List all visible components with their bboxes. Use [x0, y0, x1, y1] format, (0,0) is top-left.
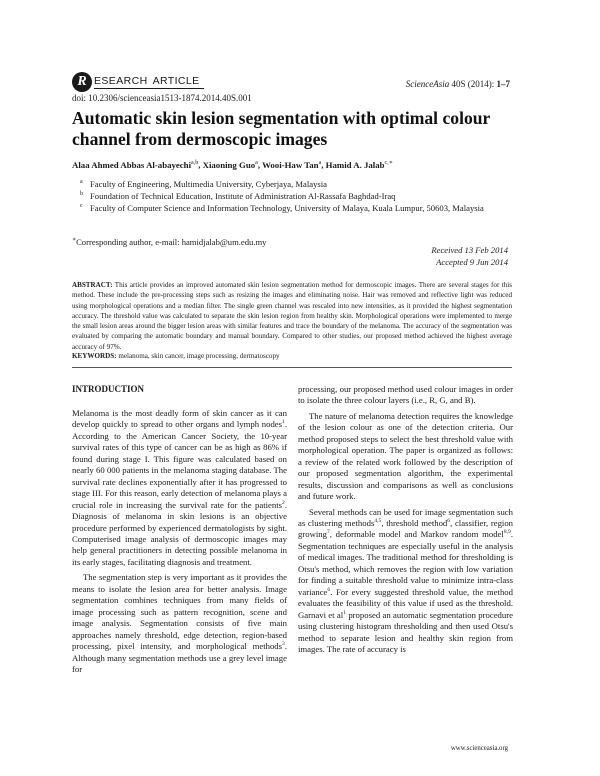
section-divider: [72, 367, 512, 368]
paper-title: Automatic skin lesion segmentation with optimal colour channel from dermoscopic images: [72, 108, 491, 149]
citation-ref[interactable]: 3: [282, 641, 285, 648]
article-type-label: ESEARCH ARTICLE: [94, 75, 204, 89]
doi[interactable]: doi: 10.2306/scienceasia1513-1874.2014.40S.001: [72, 93, 252, 103]
journal-citation: ScienceAsia 40S (2014): 1–7: [405, 79, 510, 89]
author: Hamid A. Jalab$^{c,∗}$: [325, 159, 393, 170]
keywords: KEYWORDS: melanoma, skin cancer, image processing, dermatoscopy: [72, 352, 280, 360]
citation-ref[interactable]: 8,9: [503, 529, 511, 536]
publication-dates: [431, 245, 508, 268]
author: Alaa Ahmed Abbas Al-abayechi$^{a,b}$,: [72, 159, 203, 170]
citation-ref[interactable]: 6: [447, 518, 451, 525]
citation-ref[interactable]: 6: [327, 586, 331, 593]
affiliation: b Foundation of Technical Education, Institute of Administration Al-Rassafa Baghdad-Iraq: [80, 191, 396, 201]
citation-ref[interactable]: 1: [343, 609, 346, 616]
footer-url[interactable]: www.scienceasia.org: [450, 745, 508, 752]
citation-ref[interactable]: 7: [326, 529, 330, 536]
journal-logo-icon: R: [72, 72, 92, 92]
abstract: ABSTRACT: This article provides an improved automated skin lesion segmentation method for dermoscopic images. There are several stages for this method. These include the pre-processing steps such as resizing the images and eliminating noise. Hair was removed and reflective light was reduced using morphological operations and a median filter. The single green channel was rescaled into new intensities, as it provided the highest segmentation accuracy. The threshold value was calculated to separate the skin lesion region from healthy skin. Morphological operations were implemented to merge the small lesion areas around the bigger lesion areas with similar features and trace the boundary of the melanoma. The accuracy of the segmentation was evaluated by comparing the automatic boundary and manual boundary. Compared to other studies, our proposed method achieved the highest average accuracy of 97%.: [72, 281, 512, 351]
section-heading-introduction: INTRODUCTION: [72, 384, 145, 394]
citation-ref[interactable]: 2: [282, 499, 285, 506]
affiliation: c Faculty of Computer Science and Information Technology, University of Malaya, Kuala Lumpur, 50603, Malaysia: [80, 203, 484, 213]
paragraph: processing, our proposed method used colour images in order to isolate the three colour layers (i.e., R, G, and B).: [298, 384, 513, 406]
paragraph: Several methods can be used for image segmentation such as clustering methods$^{4,5}$, threshold method$^6$, classifier, region growing$^7$, deformable model and Markov random model$^{8,9}$. Segmentation techniques are especially useful in the analysis of medical images. The traditional method for thresholding is Otsu's method, which removes the region with low variation for finding a suitable threshold value to minimize intra-class variance$^6$. For every suggested threshold value, the method evaluates the feasibility of this value if used as the threshold. Garnavi et $al^1$ proposed an automatic segmentation procedure using clustering histogram thresholding and then used Otsu's method to separate lesion and healthy skin region from images. The rate of accuracy is: [298, 506, 514, 654]
citation-ref[interactable]: 4,5: [374, 518, 382, 525]
article-type-badge: [72, 72, 204, 92]
corresponding-author: ∗Corresponding author, e-mail: hamidjalab@um.edu.my: [72, 236, 267, 247]
accepted-date: Accepted 9 Jun 2014: [436, 256, 508, 267]
affiliation: a Faculty of Engineering, Multimedia University, Cyberjaya, Malaysia: [80, 179, 327, 189]
author: Wooi-Haw Tan$^a$,: [262, 159, 326, 170]
right-column: [298, 384, 513, 655]
paragraph: The segmentation step is very important as it provides the means to isolate the lesion area for better analysis. Image segmentation combines techniques from many fields of image processing such as pattern recognition, scene and image analysis. Segmentation consists of five main approaches namely threshold, edge detection, region-based processing, pixel intensity, and morphological methods$^3$. Although many segmentation methods use a grey level image for: [72, 572, 287, 674]
author: Xiaoning Guo$^a$,: [202, 159, 263, 170]
left-column: [72, 408, 287, 675]
paragraph: The nature of melanoma detection requires the knowledge of the lesion colour as one of the detection criteria. Our method proposed steps to select the best threshold value with morphological operation. The paper is organized as follows: a review of the related work followed by the description of our proposed segmentation algorithm, the experimental results, discussion and comparisons as well as conclusions and future work.: [298, 410, 513, 502]
paragraph: Melanoma is the most deadly form of skin cancer as it can develop quickly to spread to other organs and lymph nodes$^1$. According to the American Cancer Society, the 10-year survival rates of this type of cancer can be as high as 86% if found during stage I. This figure was calculated based on nearly 60 000 patients in the melanoma staging database. The survival rate declines exponentially after it has progressed to stage III. For this reason, early detection of melanoma plays a crucial role in increasing the survival rate for the patients$^2$. Diagnosis of melanoma in skin lesions is an objective procedure performed by experienced dermatologists by sight. Computerised image analysis of dermoscopic images may help general practitioners in detecting possible melanoma in its early stages, facilitating diagnosis and treatment.: [72, 408, 287, 567]
citation-ref[interactable]: 1: [282, 419, 285, 426]
author-list: [72, 159, 393, 170]
received-date: Received 13 Feb 2014: [431, 245, 508, 255]
